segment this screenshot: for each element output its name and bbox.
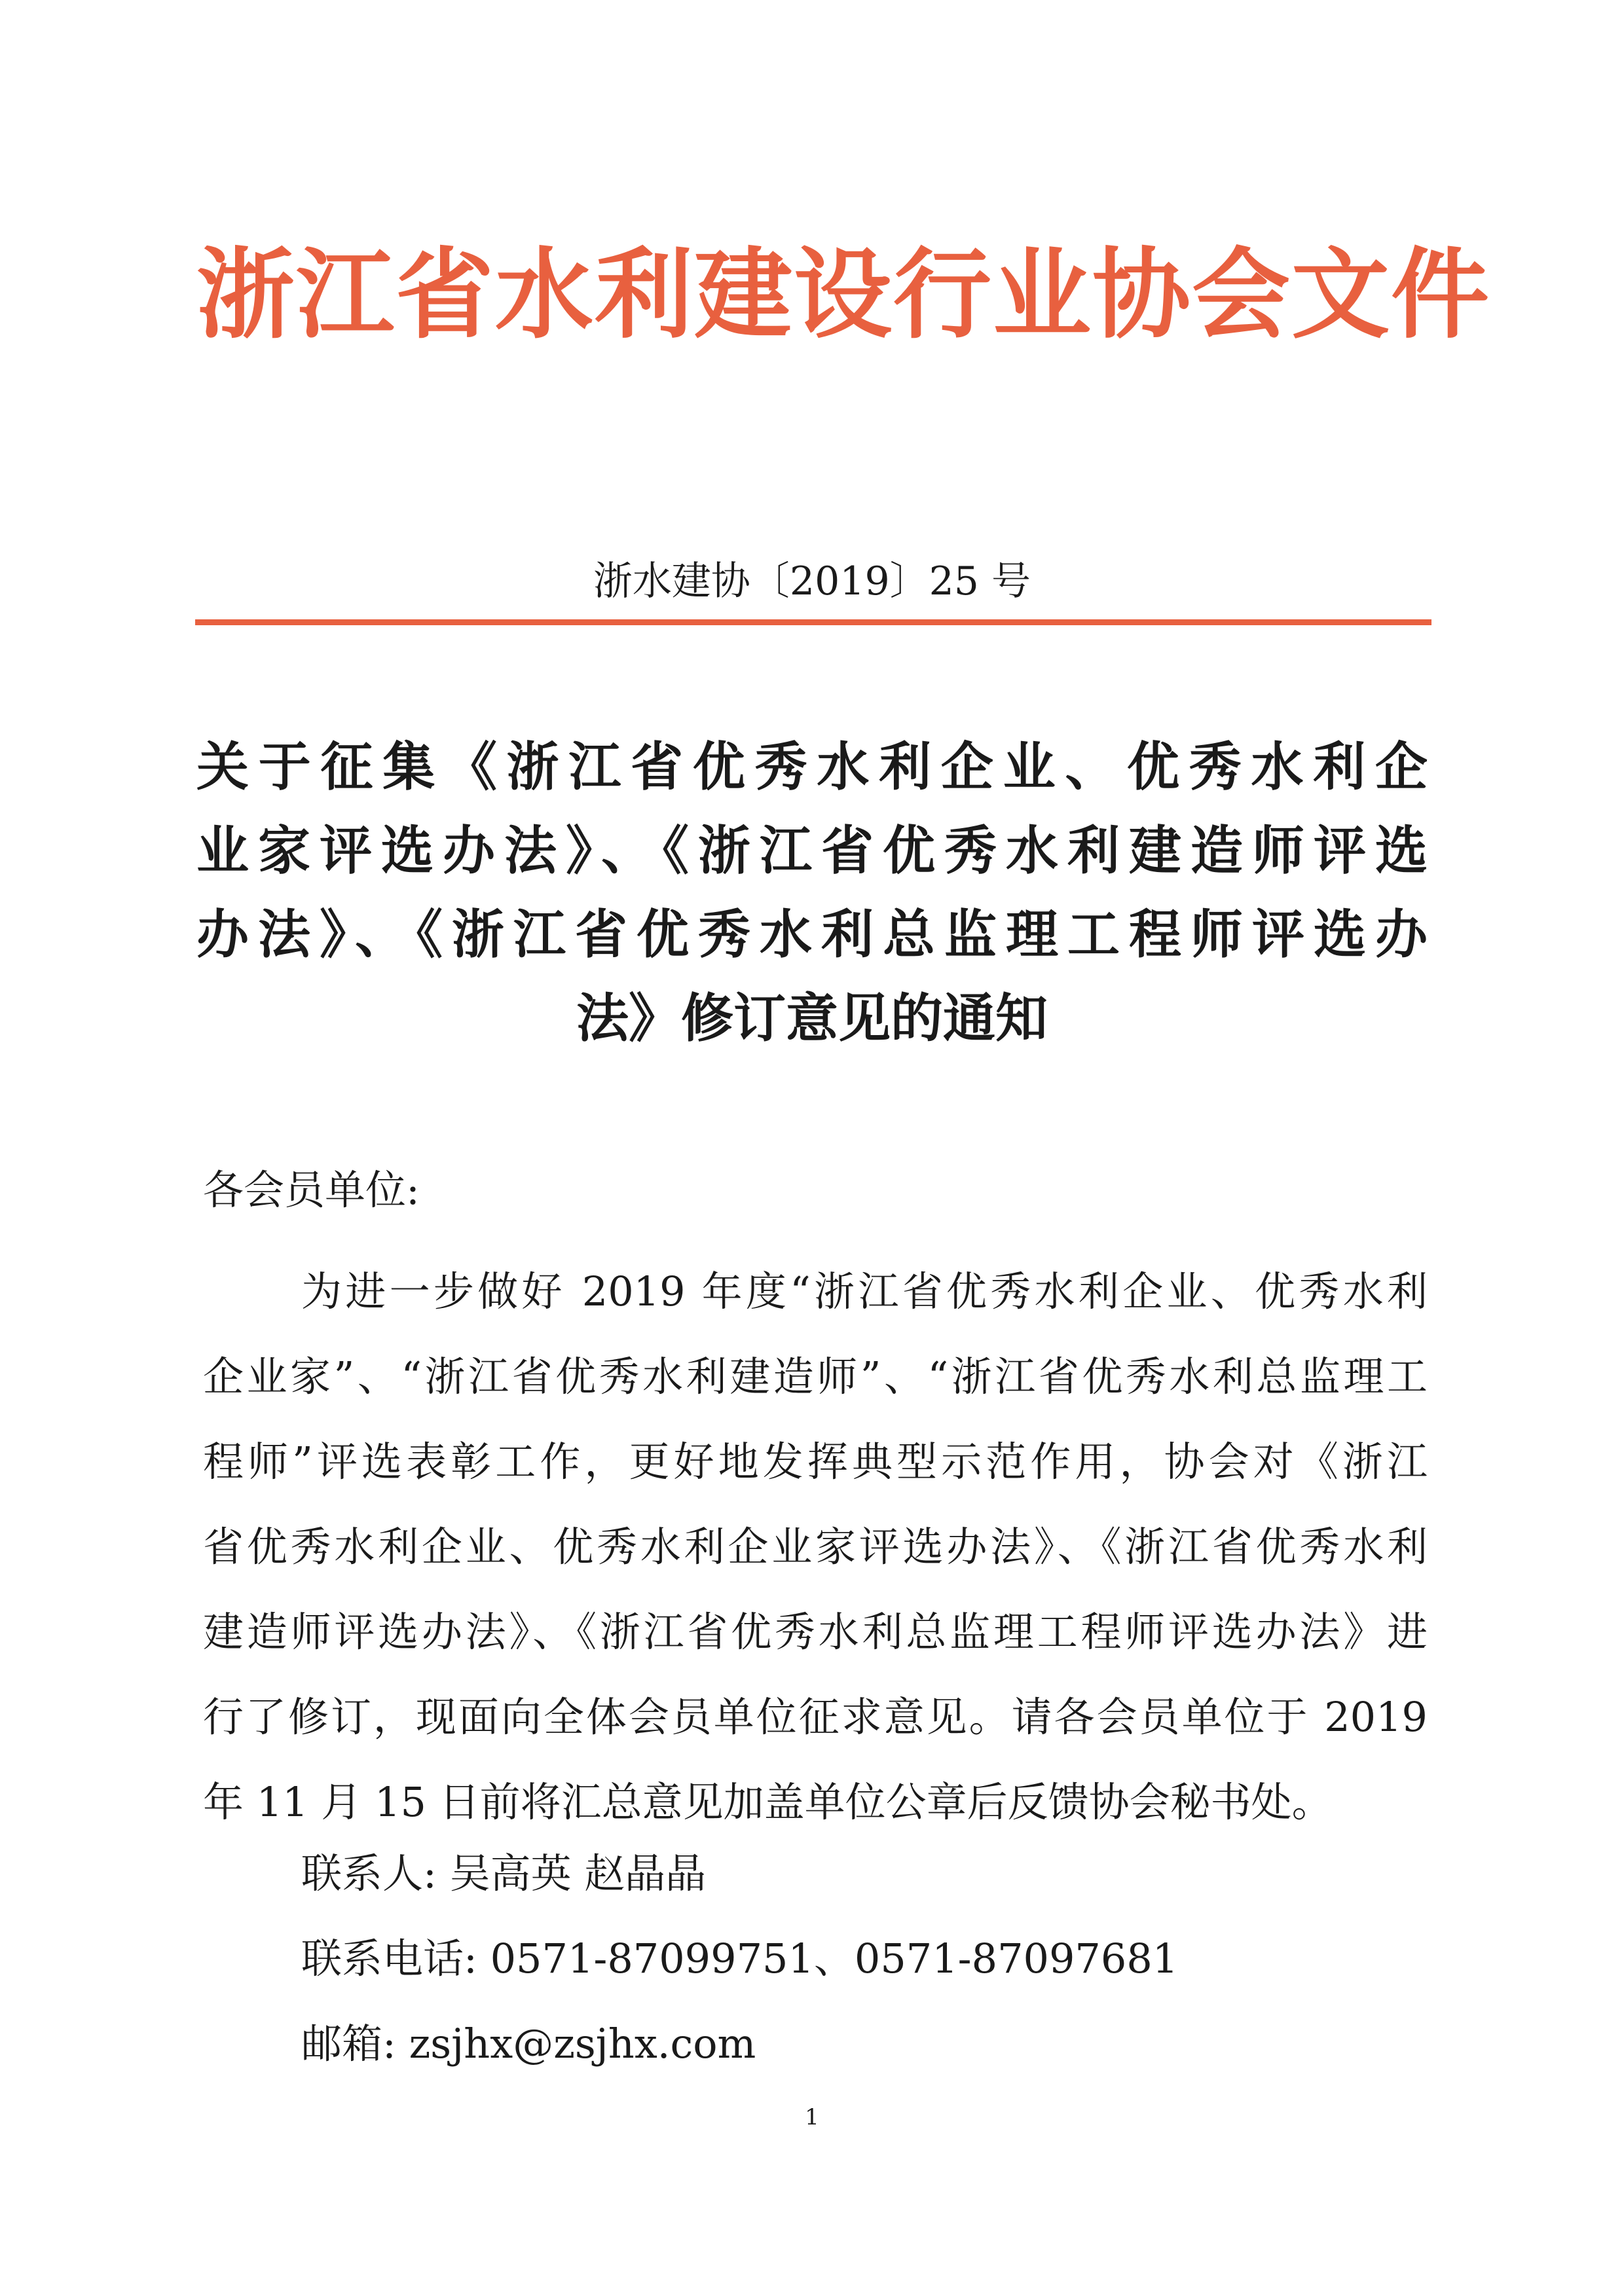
contact-email: 邮箱: zsjhx@zsjhx.com	[301, 2020, 756, 2068]
paragraph-line: 建造师评选办法》、《浙江省优秀水利总监理工程师评选办法》进	[203, 1608, 1428, 1656]
notice-title	[196, 725, 1428, 1061]
paragraph-line: 行了修订，现面向全体会员单位征求意见。请各会员单位于 2019	[203, 1693, 1428, 1741]
salutation: 各会员单位:	[203, 1166, 420, 1214]
contact-person: 联系人: 吴高英 赵晶晶	[301, 1850, 707, 1897]
contact-phone: 联系电话: 0571-87099751、0571-87097681	[301, 1935, 1179, 1982]
paragraph-line: 年 11 月 15 日前将汇总意见加盖单位公章后反馈协会秘书处。	[203, 1778, 1333, 1826]
notice-title-line: 办法》、《浙江省优秀水利总监理工程师评选办	[196, 904, 1428, 965]
paragraph-line: 企业家”、“浙江省优秀水利建造师”、“浙江省优秀水利总监理工	[203, 1353, 1428, 1400]
notice-title-line: 业家评选办法》、《浙江省优秀水利建造师评选	[196, 820, 1428, 881]
document-number: 浙水建协〔2019〕25 号	[593, 558, 1031, 604]
notice-title-line: 关于征集《浙江省优秀水利企业、优秀水利企	[196, 737, 1428, 797]
notice-title-line: 法》修订意见的通知	[576, 988, 1048, 1049]
page-number: 1	[805, 2104, 819, 2130]
body-paragraph	[203, 1249, 1428, 1845]
paragraph-line: 省优秀水利企业、优秀水利企业家评选办法》、《浙江省优秀水利	[203, 1523, 1428, 1571]
issuer-header-title: 浙江省水利建设行业协会文件	[196, 237, 1491, 352]
red-divider-line	[195, 619, 1431, 625]
paragraph-line: 为进一步做好 2019 年度“浙江省优秀水利企业、优秀水利	[301, 1267, 1428, 1315]
paragraph-line: 程师”评选表彰工作，更好地发挥典型示范作用，协会对《浙江	[203, 1438, 1428, 1485]
